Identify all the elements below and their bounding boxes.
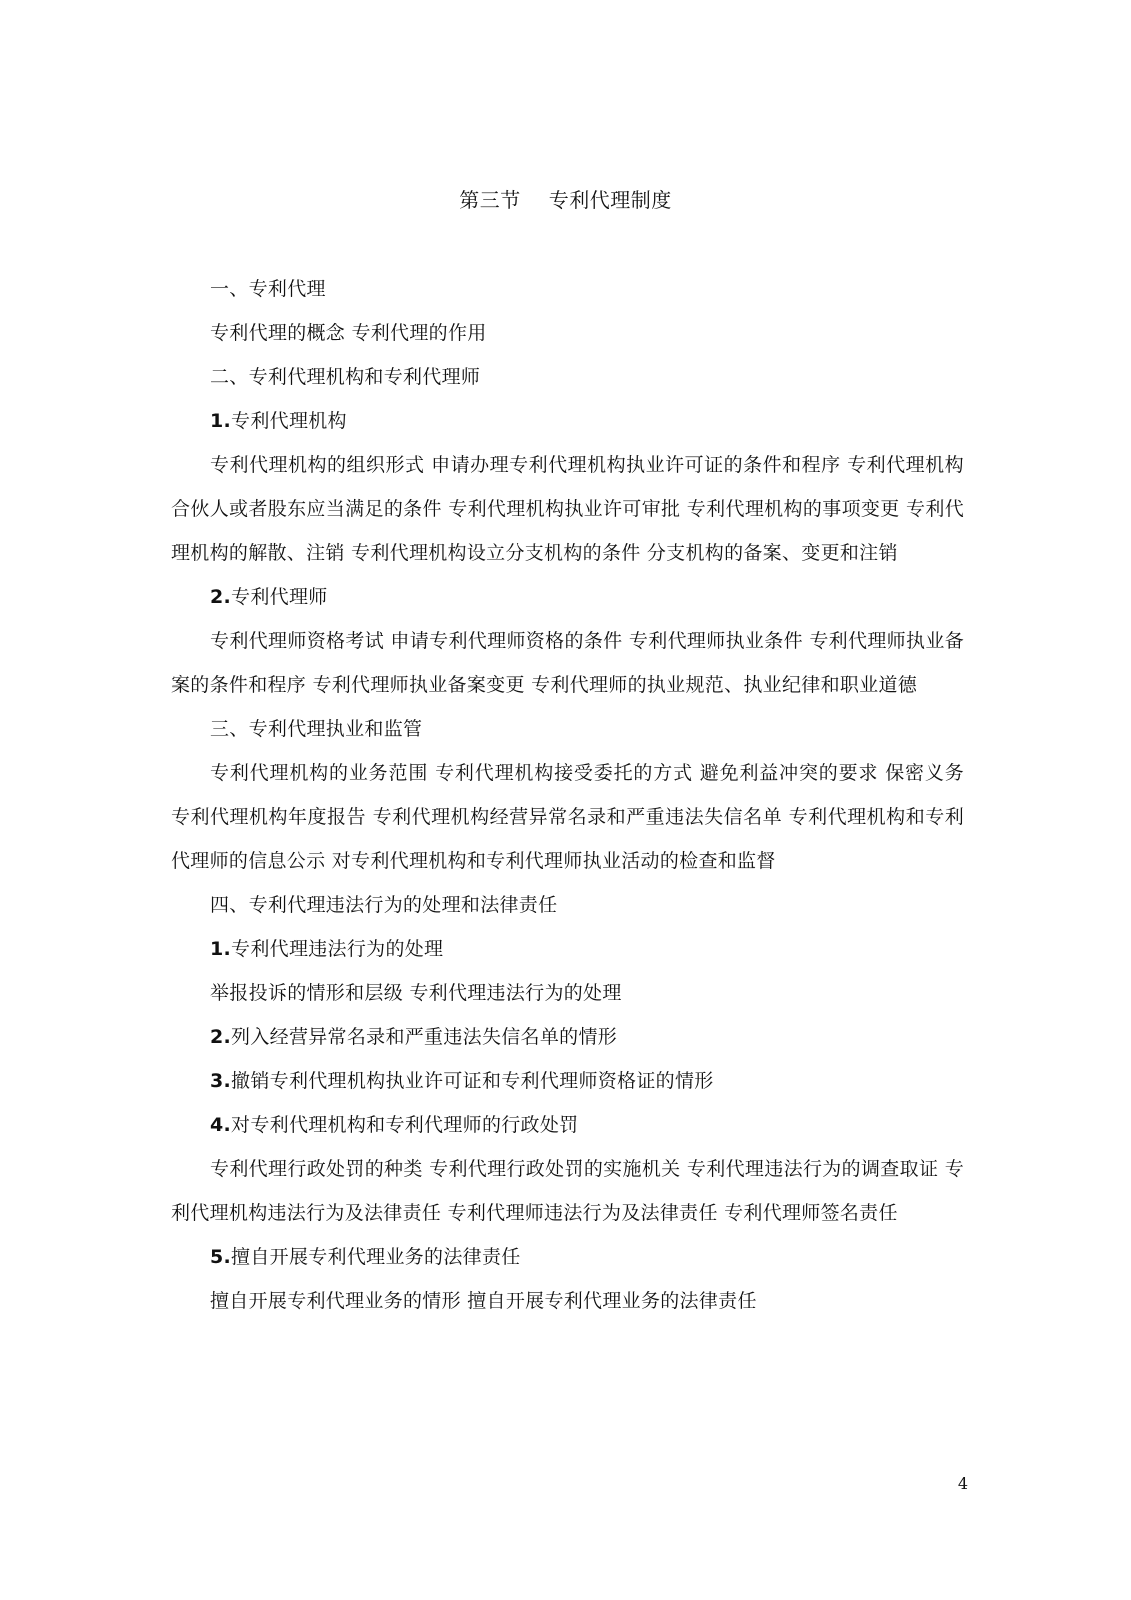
numbered-item — [171, 1015, 964, 1059]
item-number: 1. — [210, 938, 232, 960]
item-text: 专利代理师 — [231, 586, 328, 608]
paragraph: 专利代理行政处罚的种类 专利代理行政处罚的实施机关 专利代理违法行为的调查取证 专利代理机构违法行为及法律责任 专利代理师违法行为及法律责任 专利代理师签名责任 — [171, 1158, 964, 1224]
paragraph: 专利代理机构的业务范围 专利代理机构接受委托的方式 避免利益冲突的要求 保密义务 专利代理机构年度报告 专利代理机构经营异常名录和严重违法失信名单 专利代理机构和专利代理师的信息公示 对专利代理机构和专利代理师执业活动的检查和监督 — [171, 762, 964, 872]
paragraph: 专利代理机构的组织形式 申请办理专利代理机构执业许可证的条件和程序 专利代理机构合伙人或者股东应当满足的条件 专利代理机构执业许可审批 专利代理机构的事项变更 专利代理机构的解散、注销 专利代理机构设立分支机构的条件 分支机构的备案、变更和注销 — [171, 454, 964, 564]
numbered-item — [171, 1235, 964, 1279]
item-text: 撤销专利代理机构执业许可证和专利代理师资格证的情形 — [231, 1070, 714, 1092]
item-text: 列入经营异常名录和严重违法失信名单的情形 — [231, 1026, 618, 1048]
text-line: 专利代理的概念 专利代理的作用 — [210, 322, 487, 344]
item-text: 擅自开展专利代理业务的法律责任 — [231, 1246, 521, 1268]
document-body — [171, 267, 964, 1323]
section-name: 专利代理制度 — [548, 188, 672, 212]
item-number: 3. — [210, 1070, 232, 1092]
item-number: 5. — [210, 1246, 232, 1268]
numbered-item — [171, 399, 964, 443]
section-title — [0, 186, 1131, 214]
item-number: 2. — [210, 586, 232, 608]
heading-4: 四、专利代理违法行为的处理和法律责任 — [210, 894, 558, 916]
page-number: 4 — [957, 1474, 968, 1493]
text-line: 擅自开展专利代理业务的情形 擅自开展专利代理业务的法律责任 — [210, 1290, 757, 1312]
item-text: 专利代理违法行为的处理 — [231, 938, 444, 960]
numbered-item — [171, 1103, 964, 1147]
section-number: 第三节 — [459, 188, 521, 212]
heading-3: 三、专利代理执业和监管 — [210, 718, 423, 740]
item-number: 4. — [210, 1114, 232, 1136]
item-text: 专利代理机构 — [231, 410, 347, 432]
paragraph: 专利代理师资格考试 申请专利代理师资格的条件 专利代理师执业条件 专利代理师执业备案的条件和程序 专利代理师执业备案变更 专利代理师的执业规范、执业纪律和职业道德 — [171, 630, 964, 696]
numbered-item — [171, 575, 964, 619]
text-line: 举报投诉的情形和层级 专利代理违法行为的处理 — [210, 982, 622, 1004]
item-number: 2. — [210, 1026, 232, 1048]
heading-2: 二、专利代理机构和专利代理师 — [210, 366, 481, 388]
numbered-item — [171, 927, 964, 971]
heading-1: 一、专利代理 — [210, 278, 326, 300]
item-number: 1. — [210, 410, 232, 432]
item-text: 对专利代理机构和专利代理师的行政处罚 — [231, 1114, 579, 1136]
numbered-item — [171, 1059, 964, 1103]
